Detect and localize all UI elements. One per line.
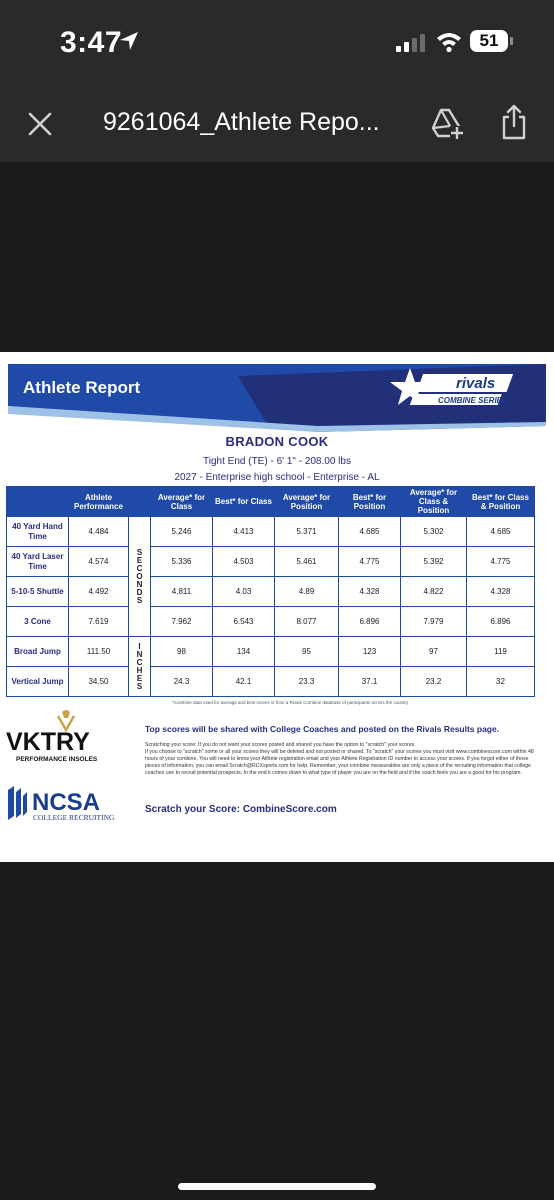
battery-indicator: 51	[470, 30, 508, 52]
table-cell: 4.503	[213, 547, 275, 577]
table-cell: 4.484	[69, 517, 129, 547]
report-title: Athlete Report	[23, 378, 141, 397]
table-header-cell: Average* for Class & Position	[401, 487, 467, 517]
row-label: 3 Cone	[7, 607, 69, 637]
combine-results-table	[6, 486, 535, 697]
table-cell: 42.1	[213, 667, 275, 697]
athlete-position-line: Tight End (TE) - 6' 1" - 208.00 lbs	[203, 456, 351, 467]
table-cell: 123	[339, 637, 401, 667]
table-row	[7, 637, 535, 667]
table-cell: 6.543	[213, 607, 275, 637]
unit-seconds-label: S E C O N D S	[129, 517, 151, 637]
table-row	[7, 667, 535, 697]
cellular-signal-icon	[396, 34, 430, 52]
table-cell: 4.775	[467, 547, 535, 577]
logo-combine-series-text: COMBINE SERIES	[438, 396, 508, 405]
table-cell: 5.302	[401, 517, 467, 547]
row-label: 40 Yard Hand Time	[7, 517, 69, 547]
table-cell: 4.328	[467, 577, 535, 607]
table-cell: 5.371	[275, 517, 339, 547]
table-cell: 4.775	[339, 547, 401, 577]
table-cell: 7.962	[151, 607, 213, 637]
table-row	[7, 517, 535, 547]
rivals-combine-logo	[390, 366, 520, 420]
table-cell: 97	[401, 637, 467, 667]
scratch-instructions	[145, 742, 535, 777]
table-cell: 32	[467, 667, 535, 697]
status-bar	[0, 0, 554, 88]
table-cell: 111.50	[69, 637, 129, 667]
document-page[interactable]	[0, 352, 554, 862]
wifi-icon	[436, 31, 462, 53]
table-cell: 4.685	[339, 517, 401, 547]
ncsa-wordmark: NCSA	[32, 789, 101, 816]
table-cell: 7.619	[69, 607, 129, 637]
row-label: 40 Yard Laser Time	[7, 547, 69, 577]
table-cell: 5.392	[401, 547, 467, 577]
table-header-cell	[129, 487, 151, 517]
table-header-cell: Best* for Class	[213, 487, 275, 517]
table-cell: 34.50	[69, 667, 129, 697]
vktry-tagline: PERFORMANCE INSOLES	[16, 756, 98, 763]
table-cell: 4.328	[339, 577, 401, 607]
table-cell: 7.979	[401, 607, 467, 637]
table-header-cell: Best* for Position	[339, 487, 401, 517]
table-cell: 98	[151, 637, 213, 667]
athlete-name: BRADON COOK	[225, 434, 329, 449]
table-cell: 4.574	[69, 547, 129, 577]
table-cell: 4.03	[213, 577, 275, 607]
status-time: 3:47	[60, 26, 123, 59]
table-cell: 8.077	[275, 607, 339, 637]
viewer-toolbar	[0, 88, 554, 162]
table-header-cell: Average* for Class	[151, 487, 213, 517]
logo-rivals-text: rivals	[456, 375, 496, 392]
row-label: 5-10-5 Shuttle	[7, 577, 69, 607]
table-cell: 5.246	[151, 517, 213, 547]
table-cell: 37.1	[339, 667, 401, 697]
table-header-row	[7, 487, 535, 517]
table-cell: 4.492	[69, 577, 129, 607]
top-scores-note: Top scores will be shared with College Coaches and posted on the Rivals Results page.	[145, 724, 500, 734]
location-arrow-icon	[118, 30, 140, 52]
table-cell: 4.685	[467, 517, 535, 547]
table-cell: 4.89	[275, 577, 339, 607]
home-indicator[interactable]	[178, 1183, 376, 1190]
battery-tip	[510, 37, 513, 45]
file-title: 9261064_Athlete Repo...	[103, 108, 380, 136]
table-cell: 5.336	[151, 547, 213, 577]
table-header-cell: Athlete Performance	[69, 487, 129, 517]
table-cell: 134	[213, 637, 275, 667]
table-cell: 23.3	[275, 667, 339, 697]
scratch-paragraph-1: Scratching your score: If you do not want your scores posted and shared you have the option to "scratch" your scores.	[145, 742, 416, 748]
table-cell: 24.3	[151, 667, 213, 697]
row-label: Broad Jump	[7, 637, 69, 667]
table-header-cell: Best* for Class & Position	[467, 487, 535, 517]
table-cell: 4.822	[401, 577, 467, 607]
table-cell: 6.896	[467, 607, 535, 637]
scratch-paragraph-2: If you choose to "scratch" some or all your scores they will be deleted and not posted or shared. To "scratch" your scores you must visit www.combinescore.com within 48 hours of your combine. You will need to know your Athlete registration email and your Athlete Registration ID number to access your scores. If you forgot either of those pieces of information, you can email Scratch@RCXsports.com for help. Remember, your combine measurables are only a piece of the recruiting information that college coaches use to recruit potential prospects. In the end it comes down to what type of player you are on the field and if the coach feels you are a good for his program.	[145, 749, 534, 776]
table-row	[7, 607, 535, 637]
athlete-school-line: 2027 - Enterprise high school - Enterprise - AL	[174, 472, 380, 483]
table-cell: 95	[275, 637, 339, 667]
table-cell: 4.811	[151, 577, 213, 607]
table-header-cell	[7, 487, 69, 517]
table-cell: 5.461	[275, 547, 339, 577]
share-icon[interactable]	[500, 104, 528, 140]
ncsa-tagline: COLLEGE RECRUITING	[33, 813, 115, 822]
add-to-drive-icon[interactable]	[430, 106, 464, 140]
table-cell: 23.2	[401, 667, 467, 697]
vktry-wordmark: VKTRY	[6, 728, 90, 756]
ncsa-logo	[4, 784, 138, 824]
row-label: Vertical Jump	[7, 667, 69, 697]
vktry-logo	[4, 708, 138, 764]
table-cell: 6.896	[339, 607, 401, 637]
table-cell: 119	[467, 637, 535, 667]
scratch-score-link[interactable]: Scratch your Score: CombineScore.com	[145, 804, 337, 815]
unit-inches-label: I N C H E S	[129, 637, 151, 697]
table-row	[7, 547, 535, 577]
table-footnote: *Combine data used for average and best scores is from a Rivals Combine database of participants across the country	[172, 700, 409, 705]
table-header-cell: Average* for Position	[275, 487, 339, 517]
table-cell: 4.413	[213, 517, 275, 547]
close-icon[interactable]	[26, 110, 54, 138]
table-row	[7, 577, 535, 607]
